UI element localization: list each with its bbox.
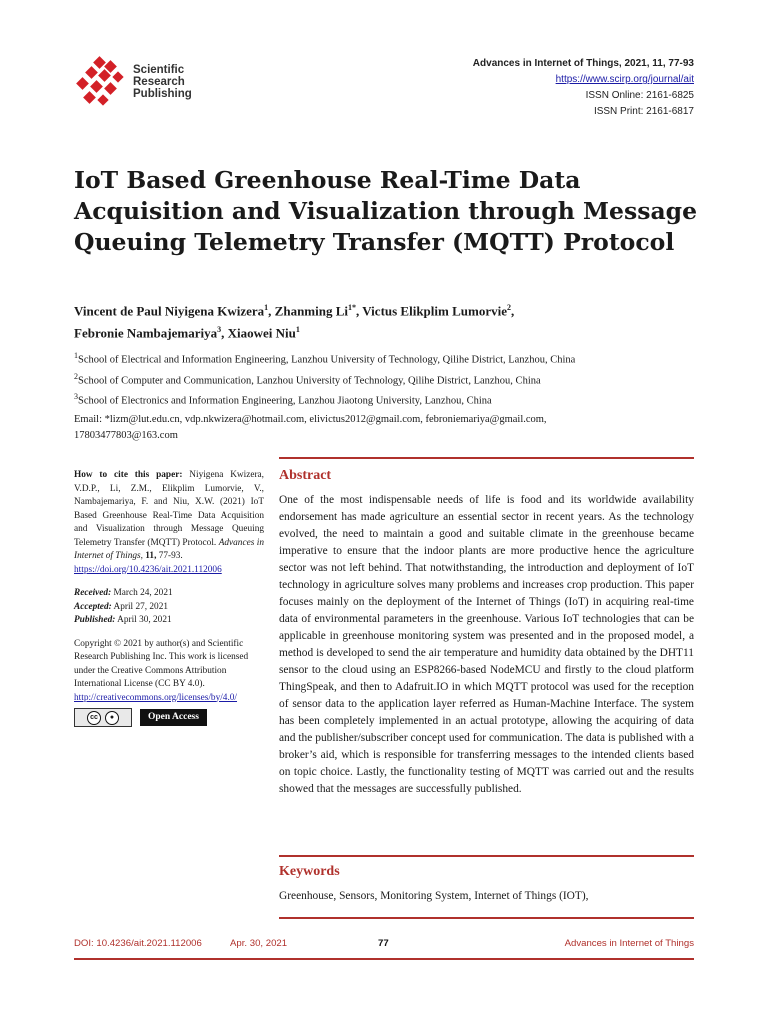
accepted-date [74, 601, 264, 615]
received-label: Received: [74, 588, 112, 598]
journal-citation: Advances in Internet of Things, 2021, 11, 77-93 [472, 58, 694, 69]
accepted-label: Accepted: [74, 601, 112, 612]
author-separator: , [268, 303, 275, 319]
footer-doi: DOI: 10.4236/ait.2021.112006 [74, 938, 202, 949]
author-separator: , [356, 303, 363, 319]
publisher-name-line: Research [133, 76, 185, 88]
citation-volume: 11, [145, 551, 157, 561]
footer-rule [74, 958, 694, 960]
published-date [74, 614, 264, 628]
author-separator: , [510, 303, 515, 319]
author-name: Febronie Nambajemariya [74, 325, 218, 341]
received-date [74, 587, 264, 601]
issn-print: ISSN Print: 2161-6817 [593, 106, 694, 117]
license-badges [74, 708, 264, 727]
citation-doi-link[interactable]: https://doi.org/10.4236/ait.2021.112006 [74, 564, 222, 575]
email-line: Email: *lizm@lut.edu.cn, vdp.nkwizera@hotmail.com, elivictus2012@gmail.com, febroniemariya@gmail.com, [74, 413, 547, 425]
copyright-notice: Copyright © 2021 by author(s) and Scientific Research Publishing Inc. This work is licensed under the Creative Commons Attribution International License (CC BY 4.0). [74, 638, 249, 689]
affiliation [74, 369, 714, 390]
journal-url-link[interactable]: https://www.scirp.org/journal/ait [555, 74, 694, 85]
citation-journal: Advances in Internet of Things, [74, 537, 265, 561]
author-name: Victus Elikplim Lumorvie [362, 303, 507, 319]
citation-block [74, 469, 264, 577]
keywords-text: Greenhouse, Sensors, Monitoring System, Internet of Things (IOT), [279, 890, 589, 902]
author-affiliation-mark: 3 [217, 325, 222, 335]
publisher-logo-icon [75, 56, 131, 112]
affiliation [74, 348, 714, 369]
author-affiliation-mark: 1 [295, 325, 300, 335]
cc-by-badge[interactable] [74, 708, 132, 727]
publisher-name [133, 64, 192, 100]
publisher-name-line: Publishing [133, 88, 192, 100]
citation-label: How to cite this paper: [74, 470, 183, 480]
affiliation [74, 389, 714, 410]
page-number: 77 [378, 938, 389, 949]
affiliation-mark: 1 [74, 351, 78, 360]
attribution-icon: ● [105, 711, 119, 725]
author-name: Zhanming Li [274, 303, 349, 319]
received-value: March 24, 2021 [113, 588, 173, 598]
article-sidebar [74, 469, 264, 727]
author-affiliation-mark: 1 [264, 303, 269, 312]
abstract-top-rule [279, 457, 694, 459]
affiliation-text: School of Electronics and Information Engineering, Lanzhou Jiaotong University, Lanzhou, China [78, 395, 492, 407]
author-name: Xiaowei Niu [227, 325, 296, 341]
author-affiliation-mark: 1* [348, 303, 357, 312]
author-separator: , [221, 325, 228, 341]
abstract-heading: Abstract [279, 468, 332, 483]
author-list [74, 298, 694, 343]
keywords-heading: Keywords [279, 864, 340, 879]
affiliations [74, 348, 714, 444]
footer-date: Apr. 30, 2021 [230, 938, 288, 949]
affiliation-mark: 2 [74, 371, 78, 381]
affiliation-text: School of Computer and Communication, Lanzhou University of Technology, Qilihe District, Lanzhou, China [78, 375, 541, 386]
license-link[interactable]: http://creativecommons.org/licenses/by/4.0/ [74, 692, 238, 703]
abstract-text: One of the most indispensable needs of life is food and its worldwide availability endorsement has made agriculture an essential sector in recent years. As the technology evolved, the need to maintain a good and suitable climate in the greenhouse became imperative to ensure that the indoor plants are more productive hence the agriculture sector was not left behind. That notwithstanding, the introduction and deployment of IoT technology in agriculture solves many problems and increases crop production. This paper focuses mainly on the deployment of the Internet of Things (IoT) in acquiring real-time data of environmental parameters in the greenhouse. Various IoT technologies that can be applicable in greenhouse monitoring system was presented and in the proposed model, a method is developed to send the air temperature and humidity data obtained by the DHT11 sensor to the cloud using an ESP8266-based NodeMCU and firstly to the cloud platform ThingSpeak, and then to Adafruit.IO in which MQTT protocol was used for the reception of sensor data to the application layer referred as Human-Machine Interface. The system has been completely implemented in an actual prototype, allowing the acquiring of data and the publisher/subscriber concept used for communication. The data is published with a broker’s aid, which is responsible for transferring messages to the intended clients based on topic choice. Lastly, the functionality testing of MQTT was carried out and the results showed that the messages are successfully published. [279, 494, 694, 795]
email-line: 17803477803@163.com [74, 429, 178, 441]
accepted-value: April 27, 2021 [113, 601, 168, 612]
issn-online: ISSN Online: 2161-6825 [585, 90, 694, 101]
publisher-logo [75, 56, 275, 112]
citation-text: Niyigena Kwizera, V.D.P., Li, Z.M., Elikplim Lumorvie, V., Nambajemariya, F. and Niu, X.W. (2021) IoT Based Greenhouse Real-Time Data Acquisition and Visualization through Message Queuing Telemetry Transfer (MQTT) Protocol. [74, 470, 265, 548]
page-footer [74, 938, 694, 954]
published-value: April 30, 2021 [117, 615, 172, 625]
published-label: Published: [74, 615, 116, 625]
author-name: Vincent de Paul Niyigena Kwizera [74, 303, 265, 319]
journal-info [473, 56, 694, 120]
paper-title: IoT Based Greenhouse Real-Time Data Acquisition and Visualization through Message Queuing Telemetry Transfer (MQTT) Protocol [74, 166, 698, 256]
affiliation-text: School of Electrical and Information Engineering, Lanzhou University of Technology, Qilihe District, Lanzhou, China [78, 354, 576, 366]
cc-icon: cc [87, 711, 101, 725]
citation-pages: 77-93. [158, 551, 183, 561]
author-affiliation-mark: 2 [506, 303, 511, 312]
footer-journal: Advances in Internet of Things [564, 938, 694, 949]
keywords-bottom-rule [279, 917, 694, 919]
publisher-name-line: Scientific [133, 64, 185, 76]
affiliation-mark: 3 [74, 392, 78, 401]
open-access-badge: Open Access [140, 709, 207, 727]
keywords-top-rule [279, 855, 694, 857]
